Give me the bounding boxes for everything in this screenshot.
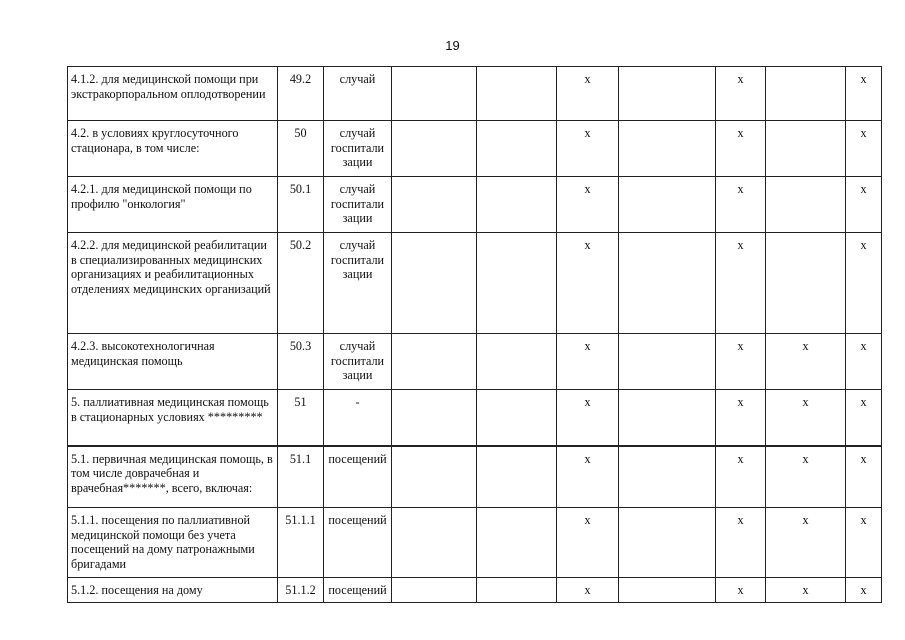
table-row: [68, 390, 882, 446]
value-cell: [766, 177, 846, 233]
value-cell: [392, 390, 477, 446]
row-number-cell: 50: [278, 121, 324, 177]
row-name-cell: 5.1.2. посещения на дому: [68, 578, 278, 603]
statistics-table: [67, 66, 882, 603]
x-mark-cell: х: [846, 390, 882, 446]
value-cell: [392, 177, 477, 233]
value-cell: [392, 334, 477, 390]
row-unit-cell: случай госпитали зации: [324, 334, 392, 390]
x-mark-cell: х: [766, 578, 846, 603]
value-cell: [619, 233, 716, 334]
table-row: [68, 334, 882, 390]
x-mark-cell: х: [557, 67, 619, 121]
value-cell: [619, 390, 716, 446]
x-mark-cell: х: [716, 390, 766, 446]
x-mark-cell: х: [846, 446, 882, 508]
row-number-cell: 49.2: [278, 67, 324, 121]
table-row: [68, 508, 882, 578]
x-mark-cell: х: [846, 177, 882, 233]
value-cell: [619, 177, 716, 233]
row-unit-cell: случай госпитали зации: [324, 177, 392, 233]
value-cell: [477, 121, 557, 177]
row-number-cell: 50.2: [278, 233, 324, 334]
x-mark-cell: х: [766, 446, 846, 508]
x-mark-cell: х: [766, 508, 846, 578]
value-cell: [766, 121, 846, 177]
row-name-cell: 4.2. в условиях круглосуточного стационара, в том числе:: [68, 121, 278, 177]
row-unit-cell: посещений: [324, 508, 392, 578]
row-name-cell: 5.1.1. посещения по паллиативной медицинской помощи без учета посещений на дому патронажными бригадами: [68, 508, 278, 578]
x-mark-cell: х: [716, 177, 766, 233]
page-number: 19: [445, 38, 460, 53]
table-row: [68, 67, 882, 121]
row-name-cell: 4.2.2. для медицинской реабилитации в специализированных медицинских организациях и реабилитационных отделениях медицинских организаций: [68, 233, 278, 334]
value-cell: [619, 578, 716, 603]
x-mark-cell: х: [716, 121, 766, 177]
x-mark-cell: х: [716, 67, 766, 121]
table-row: [68, 233, 882, 334]
value-cell: [392, 508, 477, 578]
row-number-cell: 51.1.2: [278, 578, 324, 603]
row-name-cell: 5.1. первичная медицинская помощь, в том числе доврачебная и врачебная*******, всего, включая:: [68, 446, 278, 508]
x-mark-cell: х: [557, 446, 619, 508]
row-unit-cell: случай госпитали зации: [324, 233, 392, 334]
table-row: [68, 578, 882, 603]
value-cell: [766, 233, 846, 334]
x-mark-cell: х: [846, 121, 882, 177]
x-mark-cell: х: [846, 233, 882, 334]
x-mark-cell: х: [846, 334, 882, 390]
x-mark-cell: х: [846, 578, 882, 603]
x-mark-cell: х: [716, 334, 766, 390]
value-cell: [766, 67, 846, 121]
row-unit-cell: -: [324, 390, 392, 446]
x-mark-cell: х: [766, 334, 846, 390]
row-number-cell: 51.1: [278, 446, 324, 508]
value-cell: [392, 121, 477, 177]
row-name-cell: 4.1.2. для медицинской помощи при экстракорпоральном оплодотворении: [68, 67, 278, 121]
x-mark-cell: х: [557, 508, 619, 578]
x-mark-cell: х: [846, 508, 882, 578]
row-unit-cell: посещений: [324, 578, 392, 603]
x-mark-cell: х: [557, 390, 619, 446]
row-unit-cell: посещений: [324, 446, 392, 508]
row-unit-cell: случай госпитали зации: [324, 121, 392, 177]
value-cell: [477, 233, 557, 334]
value-cell: [619, 121, 716, 177]
table-row: [68, 177, 882, 233]
x-mark-cell: х: [557, 177, 619, 233]
x-mark-cell: х: [716, 446, 766, 508]
x-mark-cell: х: [557, 233, 619, 334]
value-cell: [477, 67, 557, 121]
x-mark-cell: х: [716, 508, 766, 578]
value-cell: [477, 177, 557, 233]
value-cell: [619, 67, 716, 121]
value-cell: [392, 446, 477, 508]
value-cell: [477, 390, 557, 446]
value-cell: [619, 508, 716, 578]
row-number-cell: 51.1.1: [278, 508, 324, 578]
row-number-cell: 50.3: [278, 334, 324, 390]
value-cell: [392, 578, 477, 603]
row-number-cell: 50.1: [278, 177, 324, 233]
x-mark-cell: х: [557, 334, 619, 390]
value-cell: [477, 508, 557, 578]
row-name-cell: 4.2.3. высокотехнологичная медицинская помощь: [68, 334, 278, 390]
value-cell: [619, 334, 716, 390]
value-cell: [392, 233, 477, 334]
value-cell: [392, 67, 477, 121]
x-mark-cell: х: [716, 233, 766, 334]
value-cell: [477, 334, 557, 390]
x-mark-cell: х: [846, 67, 882, 121]
x-mark-cell: х: [766, 390, 846, 446]
row-name-cell: 5. паллиативная медицинская помощь в стационарных условиях *********: [68, 390, 278, 446]
x-mark-cell: х: [557, 578, 619, 603]
row-number-cell: 51: [278, 390, 324, 446]
table-row: [68, 121, 882, 177]
x-mark-cell: х: [557, 121, 619, 177]
value-cell: [477, 578, 557, 603]
value-cell: [477, 446, 557, 508]
table-row: [68, 446, 882, 508]
value-cell: [619, 446, 716, 508]
row-name-cell: 4.2.1. для медицинской помощи по профилю "онкология": [68, 177, 278, 233]
x-mark-cell: х: [716, 578, 766, 603]
row-unit-cell: случай: [324, 67, 392, 121]
